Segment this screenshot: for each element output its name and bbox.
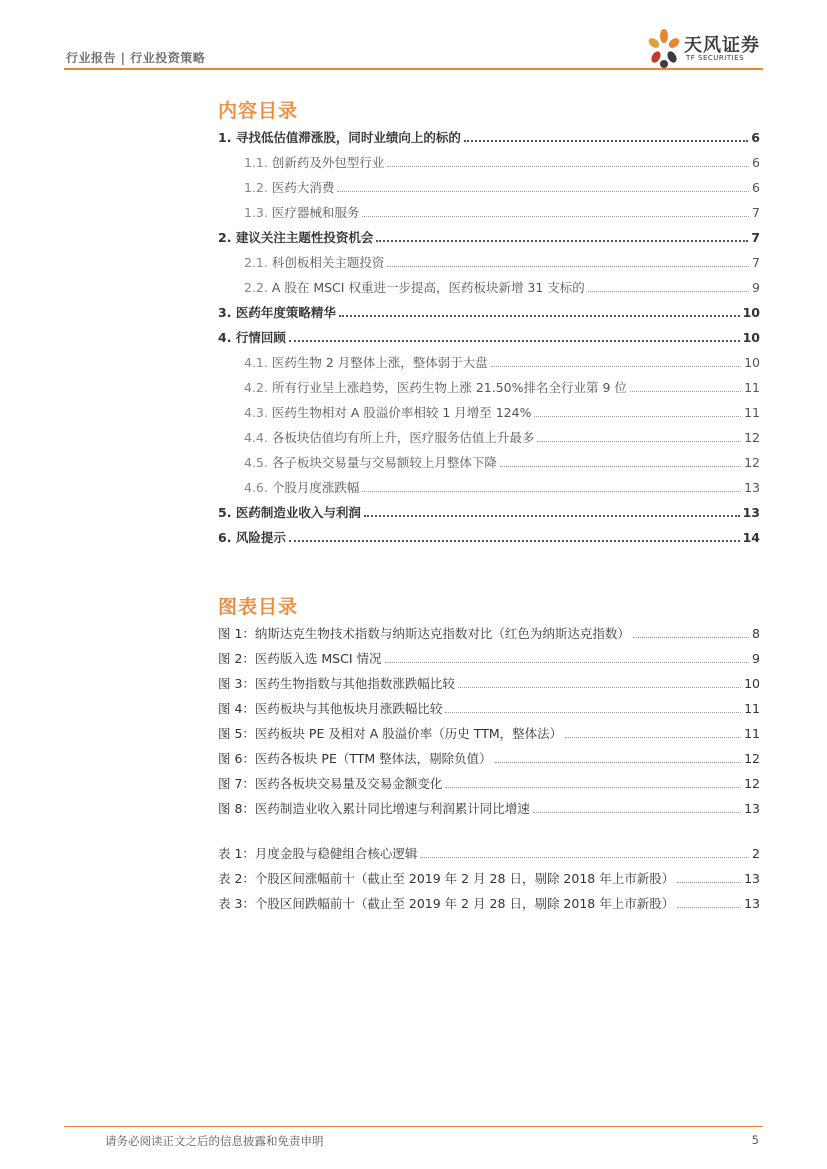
leader-dots — [565, 737, 741, 738]
toc-entry-label — [244, 480, 359, 496]
leader-dots — [289, 340, 740, 342]
toc-entry[interactable] — [244, 403, 760, 421]
leader-dots — [464, 140, 748, 142]
toc-entry-page: 10 — [742, 330, 760, 345]
figure-entry-page: 11 — [744, 726, 760, 741]
toc-entry[interactable] — [218, 128, 760, 146]
toc-text: 医药大消费 — [271, 180, 335, 195]
toc-entry[interactable] — [218, 228, 760, 246]
figure-entry-label — [218, 701, 442, 717]
toc-entry-page: 6 — [752, 155, 760, 170]
toc-entry-label — [244, 355, 488, 371]
figure-entry-label — [218, 801, 530, 817]
figure-caption: 图 2：医药版入选 MSCI 情况 — [218, 651, 382, 666]
toc-text: 建议关注主题性投资机会 — [235, 230, 374, 245]
figure-caption: 图 6：医药各板块 PE（TTM 整体法，剔除负值） — [218, 751, 492, 766]
figure-entry[interactable] — [218, 799, 760, 817]
toc-entry-page: 14 — [742, 530, 760, 545]
toc-text: 医药生物相对 A 股溢价率相较 1 月增至 124% — [271, 405, 532, 420]
toc-entry-label — [218, 530, 286, 546]
toc-number: 1. — [218, 130, 232, 145]
figure-entry-label — [218, 726, 562, 742]
toc-text: A 股在 MSCI 权重进一步提高，医药板块新增 31 支标的 — [271, 280, 585, 295]
figure-entry[interactable] — [218, 624, 760, 642]
figure-entry-page: 13 — [744, 801, 760, 816]
leader-dots — [588, 291, 749, 292]
toc-entry-page: 7 — [751, 230, 760, 245]
toc-number: 5. — [218, 505, 232, 520]
toc-entry[interactable] — [244, 453, 760, 471]
toc-entry[interactable] — [244, 253, 760, 271]
figure-entry[interactable] — [218, 749, 760, 767]
figures-title: 图表目录 — [218, 596, 299, 618]
figure-entry-page: 9 — [752, 651, 760, 666]
figure-entry-page: 12 — [744, 751, 760, 766]
toc-entry-label — [244, 205, 359, 221]
toc-entry-page: 6 — [751, 130, 760, 145]
toc-number: 2.1. — [244, 255, 268, 270]
leader-dots — [337, 191, 749, 192]
toc-number: 4.5. — [244, 455, 268, 470]
toc-entry[interactable] — [218, 303, 760, 321]
toc-entry[interactable] — [218, 328, 760, 346]
table-entry[interactable] — [218, 894, 760, 912]
toc-entry-label — [218, 305, 336, 321]
toc-entry-page: 10 — [742, 305, 760, 320]
toc-number: 1.1. — [244, 155, 268, 170]
table-entry-page: 13 — [744, 871, 760, 886]
toc-entry[interactable] — [218, 503, 760, 521]
toc-entry[interactable] — [244, 353, 760, 371]
toc-entry-label — [244, 155, 384, 171]
logo-name-cn: 天风证券 — [684, 35, 760, 56]
leader-dots — [445, 712, 741, 713]
leader-dots — [387, 166, 749, 167]
table-caption: 表 2：个股区间涨幅前十（截止至 2019 年 2 月 28 日，剔除 2018 年上市新股） — [218, 871, 675, 886]
toc-entry-page: 6 — [752, 180, 760, 195]
toc-entry-page: 13 — [742, 505, 760, 520]
leader-dots — [630, 391, 741, 392]
figure-entry-page: 12 — [744, 776, 760, 791]
table-entry-label — [218, 896, 674, 912]
leader-dots — [362, 491, 741, 492]
toc-entry-label — [244, 405, 531, 421]
figure-caption: 图 5：医药板块 PE 及相对 A 股溢价率（历史 TTM，整体法） — [218, 726, 563, 741]
toc-entry-page: 10 — [744, 355, 760, 370]
toc-entry[interactable] — [218, 528, 760, 546]
toc-text: 医疗器械和服务 — [271, 205, 360, 220]
figure-entry-label — [218, 651, 382, 667]
toc-entry-page: 9 — [752, 280, 760, 295]
leader-dots — [677, 882, 741, 883]
toc-entry-label — [218, 505, 361, 521]
figure-caption: 图 4：医药板块与其他板块月涨跌幅比较 — [218, 701, 443, 716]
toc-number: 2.2. — [244, 280, 268, 295]
toc-number: 4.4. — [244, 430, 268, 445]
toc-entry-page: 11 — [744, 405, 760, 420]
toc-title: 内容目录 — [218, 100, 299, 122]
leader-dots — [633, 637, 749, 638]
figure-caption: 图 8：医药制造业收入累计同比增速与利润累计同比增速 — [218, 801, 530, 816]
leader-dots — [537, 441, 741, 442]
toc-number: 4.3. — [244, 405, 268, 420]
toc-text: 医药制造业收入与利润 — [235, 505, 361, 520]
figure-entry-label — [218, 776, 442, 792]
figure-caption: 图 1：纳斯达克生物技术指数与纳斯达克指数对比（红色为纳斯达克指数） — [218, 626, 630, 641]
toc-text: 各板块估值均有所上升，医疗服务估值上升最多 — [271, 430, 535, 445]
leader-dots — [458, 687, 741, 688]
footer-divider — [64, 1126, 763, 1127]
figure-entry[interactable] — [218, 774, 760, 792]
toc-entry-label — [218, 130, 461, 146]
table-entry-page: 2 — [752, 846, 760, 861]
leader-dots — [495, 762, 741, 763]
page-number: 5 — [751, 1133, 759, 1147]
figure-entry[interactable] — [218, 724, 760, 742]
table-caption: 表 1：月度金股与稳健组合核心逻辑 — [218, 846, 418, 861]
toc-text: 所有行业呈上涨趋势，医药生物上涨 21.50%排名全行业第 9 位 — [271, 380, 627, 395]
figure-caption: 图 7：医药各板块交易量及交易金额变化 — [218, 776, 443, 791]
table-entry-label — [218, 846, 417, 862]
toc-entry[interactable] — [244, 278, 760, 296]
toc-entry[interactable] — [244, 478, 760, 496]
toc-number: 4.6. — [244, 480, 268, 495]
table-entry-page: 13 — [744, 896, 760, 911]
toc-entry-label — [218, 230, 373, 246]
toc-number: 4.2. — [244, 380, 268, 395]
toc-entry[interactable] — [244, 178, 760, 196]
footer-disclaimer[interactable]: 请务必阅读正文之后的信息披露和免责申明 — [105, 1134, 324, 1148]
logo-name-en: TF SECURITIES — [686, 54, 745, 62]
toc-entry-page: 13 — [744, 480, 760, 495]
figure-entry[interactable] — [218, 699, 760, 717]
toc-number: 4.1. — [244, 355, 268, 370]
toc-entry[interactable] — [244, 153, 760, 171]
toc-number: 1.3. — [244, 205, 268, 220]
toc-entry-page: 12 — [744, 455, 760, 470]
table-caption: 表 3：个股区间跌幅前十（截止至 2019 年 2 月 28 日，剔除 2018 年上市新股） — [218, 896, 675, 911]
table-entry[interactable] — [218, 844, 760, 862]
leader-dots — [500, 466, 741, 467]
toc-text: 行情回顾 — [235, 330, 286, 345]
toc-text: 各子板块交易量与交易额较上月整体下降 — [271, 455, 497, 470]
toc-text: 创新药及外包型行业 — [271, 155, 385, 170]
figure-entry[interactable] — [218, 674, 760, 692]
toc-number: 6. — [218, 530, 232, 545]
toc-entry[interactable] — [244, 428, 760, 446]
toc-number: 2. — [218, 230, 232, 245]
toc-entry-label — [218, 330, 286, 346]
toc-entry-label — [244, 380, 627, 396]
toc-number: 3. — [218, 305, 232, 320]
toc-entry-page: 12 — [744, 430, 760, 445]
toc-text: 医药生物 2 月整体上涨，整体弱于大盘 — [271, 355, 488, 370]
figure-entry-label — [218, 676, 455, 692]
leader-dots — [420, 857, 749, 858]
figure-entry-page: 10 — [744, 676, 760, 691]
header-label: 行业报告 | 行业投资策略 — [66, 51, 206, 65]
toc-entry-label — [244, 280, 585, 296]
figure-entry-label — [218, 626, 630, 642]
leader-dots — [534, 416, 741, 417]
table-entry[interactable] — [218, 869, 760, 887]
figure-entry-page: 8 — [752, 626, 760, 641]
figure-entry-page: 11 — [744, 701, 760, 716]
toc-text: 科创板相关主题投资 — [271, 255, 385, 270]
toc-text: 个股月度涨跌幅 — [271, 480, 360, 495]
toc-entry[interactable] — [244, 203, 760, 221]
figure-caption: 图 3：医药生物指数与其他指数涨跌幅比较 — [218, 676, 455, 691]
toc-entry-page: 7 — [752, 205, 760, 220]
figure-entry[interactable] — [218, 649, 760, 667]
toc-entry-page: 7 — [752, 255, 760, 270]
leader-dots — [385, 662, 750, 663]
leader-dots — [362, 216, 749, 217]
logo-mark-icon — [646, 26, 682, 70]
toc-text: 医药年度策略精华 — [235, 305, 336, 320]
table-entry-label — [218, 871, 674, 887]
leader-dots — [376, 240, 748, 242]
toc-entry-label — [244, 430, 534, 446]
toc-entry-label — [244, 180, 334, 196]
toc-entry-label — [244, 455, 497, 471]
leader-dots — [445, 787, 741, 788]
toc-number: 1.2. — [244, 180, 268, 195]
leader-dots — [491, 366, 741, 367]
toc-entry-page: 11 — [744, 380, 760, 395]
leader-dots — [364, 515, 740, 517]
toc-text: 风险提示 — [235, 530, 286, 545]
company-logo — [646, 26, 771, 70]
leader-dots — [387, 266, 749, 267]
toc-number: 4. — [218, 330, 232, 345]
leader-dots — [533, 812, 741, 813]
leader-dots — [677, 907, 741, 908]
toc-text: 寻找低估值滞涨股，同时业绩向上的标的 — [235, 130, 461, 145]
leader-dots — [289, 540, 740, 542]
toc-entry[interactable] — [244, 378, 760, 396]
toc-entry-label — [244, 255, 384, 271]
leader-dots — [339, 315, 740, 317]
figure-entry-label — [218, 751, 492, 767]
